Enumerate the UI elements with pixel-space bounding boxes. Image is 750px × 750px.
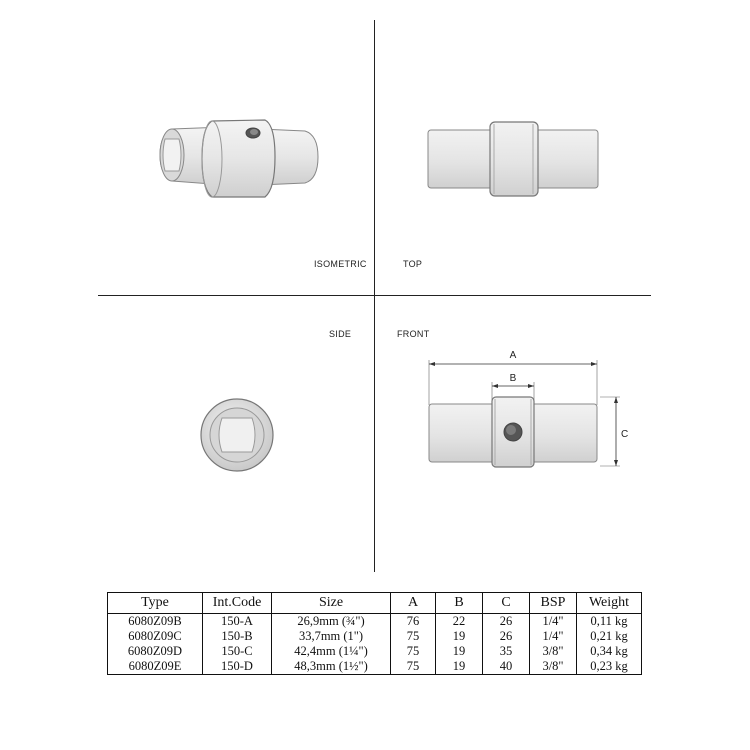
cell-weight: 0,11 kg: [577, 614, 642, 630]
cell-a: 75: [391, 659, 436, 675]
side-view-drawing: [200, 398, 274, 472]
header-bsp: BSP: [530, 593, 577, 614]
vertical-divider: [374, 20, 375, 572]
cell-c: 40: [483, 659, 530, 675]
cell-int-code: 150-A: [203, 614, 272, 630]
cell-a: 76: [391, 614, 436, 630]
table-row: [108, 614, 642, 630]
cell-b: 19: [436, 629, 483, 644]
cell-size: 42,4mm (1¼"): [272, 644, 391, 659]
view-label-side: SIDE: [329, 329, 352, 339]
header-a: A: [391, 593, 436, 614]
cell-type: 6080Z09C: [108, 629, 203, 644]
cell-bsp: 3/8": [530, 644, 577, 659]
cell-c: 26: [483, 614, 530, 630]
cell-int-code: 150-B: [203, 629, 272, 644]
cell-a: 75: [391, 644, 436, 659]
table-header-row: [108, 593, 642, 614]
front-view-drawing: [420, 345, 640, 475]
isometric-view-drawing: [150, 115, 330, 205]
horizontal-divider: [98, 295, 651, 296]
cell-weight: 0,34 kg: [577, 644, 642, 659]
cell-bsp: 1/4": [530, 629, 577, 644]
cell-b: 19: [436, 644, 483, 659]
cell-b: 22: [436, 614, 483, 630]
cell-weight: 0,21 kg: [577, 629, 642, 644]
cell-size: 33,7mm (1"): [272, 629, 391, 644]
table-row: [108, 629, 642, 644]
cell-bsp: 1/4": [530, 614, 577, 630]
view-label-top: TOP: [403, 259, 423, 269]
spec-table: [107, 592, 642, 675]
cell-a: 75: [391, 629, 436, 644]
header-weight: Weight: [577, 593, 642, 614]
cell-c: 26: [483, 629, 530, 644]
dimension-label-c: C: [621, 429, 629, 440]
table-row: [108, 659, 642, 675]
cell-size: 26,9mm (¾"): [272, 614, 391, 630]
cell-b: 19: [436, 659, 483, 675]
dimension-label-a: A: [509, 350, 517, 361]
dimension-label-b: B: [509, 373, 517, 384]
header-b: B: [436, 593, 483, 614]
header-size: Size: [272, 593, 391, 614]
cell-bsp: 3/8": [530, 659, 577, 675]
header-type: Type: [108, 593, 203, 614]
cell-int-code: 150-C: [203, 644, 272, 659]
cell-type: 6080Z09B: [108, 614, 203, 630]
cell-int-code: 150-D: [203, 659, 272, 675]
cell-c: 35: [483, 644, 530, 659]
top-view-drawing: [428, 120, 598, 200]
cell-type: 6080Z09E: [108, 659, 203, 675]
view-label-isometric: ISOMETRIC: [314, 259, 367, 269]
header-c: C: [483, 593, 530, 614]
view-label-front: FRONT: [397, 329, 430, 339]
header-int-code: Int.Code: [203, 593, 272, 614]
cell-weight: 0,23 kg: [577, 659, 642, 675]
table-row: [108, 644, 642, 659]
cell-type: 6080Z09D: [108, 644, 203, 659]
cell-size: 48,3mm (1½"): [272, 659, 391, 675]
